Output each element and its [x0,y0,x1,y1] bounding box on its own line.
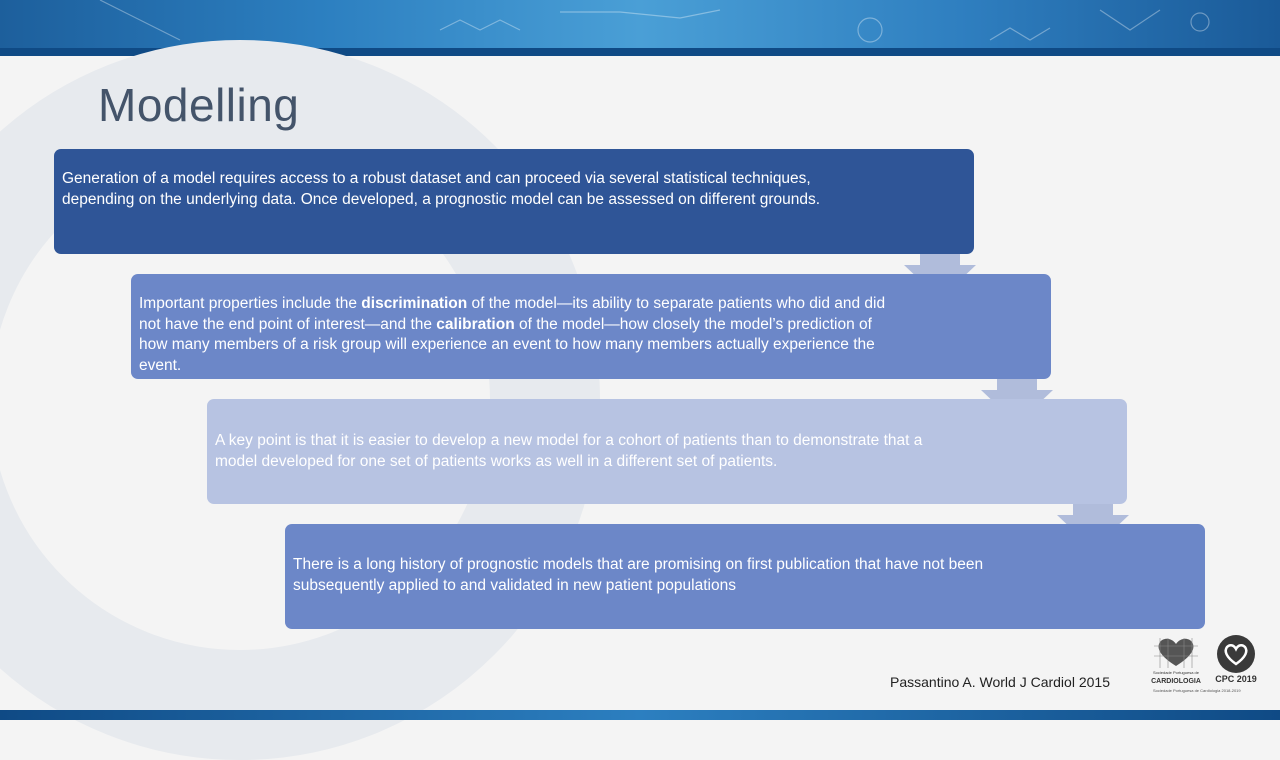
process-step-4-text: There is a long history of prognostic models that are promising on first publication that have not been subsequently applied to and validated in new patient populations [293,556,984,594]
process-step-2 [131,274,1051,379]
process-step-1 [54,149,974,254]
spc-caption-small: Sociedade Portuguesa de [1152,670,1200,675]
spc-caption: CARDIOLOGIA [1151,678,1201,685]
process-step-1-text: Generation of a model requires access to a robust dataset and can proceed via several statistical techniques, depending on the underlying data. Once developed, a prognostic model can be assessed on different grounds. [62,170,821,208]
process-step-2-text [139,294,889,376]
cpc-caption: CPC 2019 [1215,674,1257,684]
step-2-text-part: of the model—its ability to separate patients who did and did not have the end point of interest—and the [139,295,886,333]
process-step-3 [207,399,1127,504]
citation: Passantino A. World J Cardiol 2015 [890,674,1110,690]
term-discrimination: discrimination [361,295,468,312]
process-step-4 [285,524,1205,629]
process-step-3-text: A key point is that it is easier to develop a new model for a cohort of patients than to demonstrate that a model developed for one set of patients works as well in a different set of patients. [215,432,923,470]
cpc-logo [1212,634,1260,692]
step-2-text-part: Important properties include the [139,295,362,312]
heart-grid-icon [1150,634,1202,670]
term-calibration: calibration [436,315,515,333]
spc-logo [1150,634,1202,690]
slide-title: Modelling [98,79,300,131]
logo-footer-text: Sociedade Portuguesa de Cardiologia 2018-2019 [1153,688,1241,693]
step-2-text-part: of the model—how closely the model’s prediction of how many members of a risk group will experience an event to how many members actually experience the event. [139,315,875,374]
heart-circle-icon [1212,634,1260,674]
footer-bar [0,710,1280,720]
